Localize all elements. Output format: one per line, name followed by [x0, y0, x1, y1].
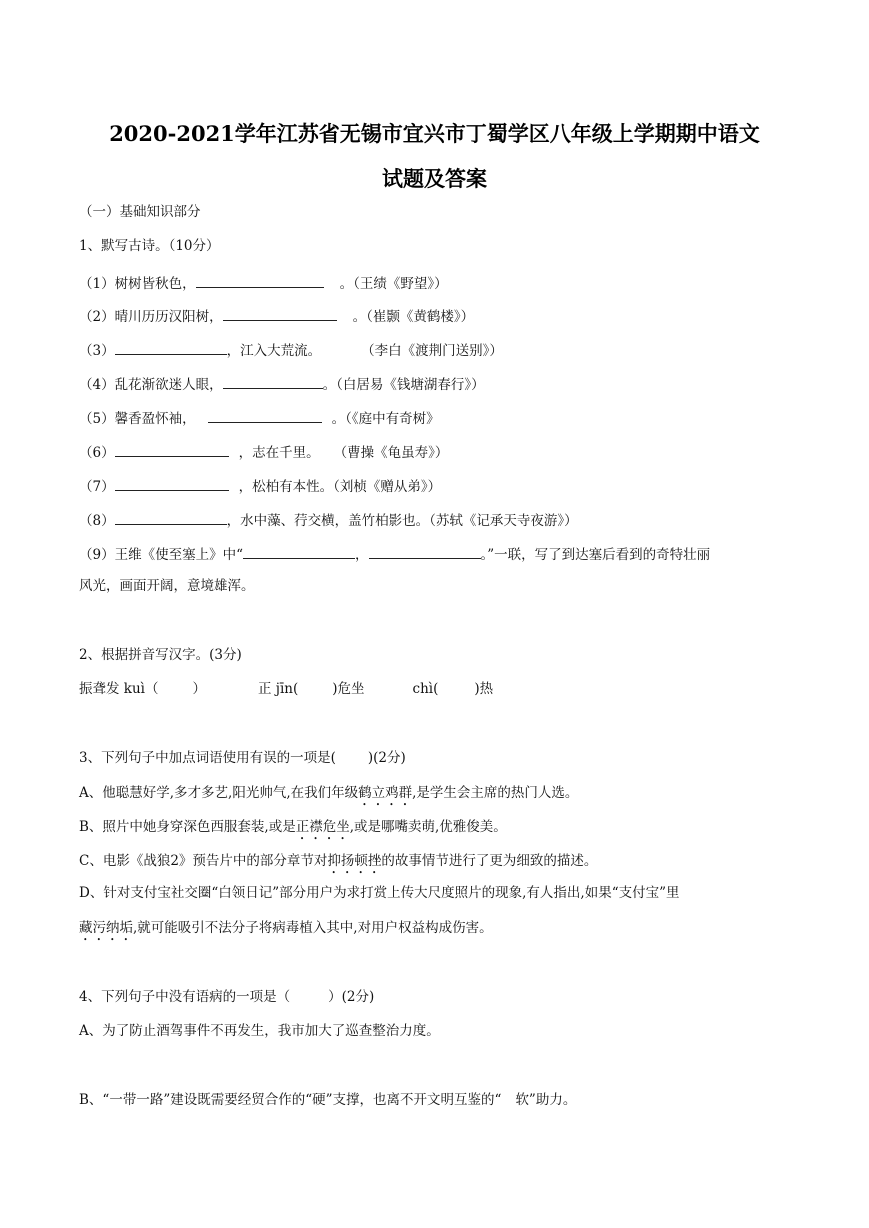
q1-item-6: （6） ，志在千里。 （曹操《龟虽寿》）	[79, 445, 449, 461]
dotted-phrase: 正襟危坐	[295, 819, 350, 835]
q1-item-8: （8） ，水中藻、荇交横，盖竹柏影也。（苏轼《记承天寺夜游》）	[79, 513, 578, 529]
q3-option-b: B、照片中她身穿深色西服套装,或是正襟危坐,或是哪嘴卖萌,优雅俊美。	[79, 819, 507, 835]
q3-option-d-continued: 藏污纳垢,就可能吸引不法分子将病毒植入其中,对用户权益构成伤害。	[79, 920, 493, 936]
q3-option-a: A、他聪慧好学,多才多艺,阳光帅气,在我们年级鹤立鸡群,是学生会主席的热门人选。	[79, 785, 579, 801]
q4-option-b: B、“一带一路”建设既需要经贸合作的“硬”支撑，也离不开文明互鉴的“ 软”助力。	[79, 1092, 577, 1108]
q3-option-d: D、针对支付宝社交圈“白领日记”部分用户为求打赏上传大尺度照片的现象,有人指出,如果“支付宝”里	[79, 885, 680, 901]
q1-item-4: （4）乱花渐欲迷人眼， 。（白居易《钱塘湖春行》）	[79, 377, 485, 393]
q1-item-5: （5）馨香盈怀袖， 。（《庭中有奇树》	[79, 411, 440, 427]
document-title-line1: 2020-2021学年江苏省无锡市宜兴市丁蜀学区八年级上学期期中语文	[109, 121, 760, 146]
q1-item-9: （9）王维《使至塞上》中“ ， 。”一联，写了到达塞后看到的奇特壮丽	[79, 547, 711, 563]
answer-blank[interactable]	[243, 546, 355, 559]
answer-blank[interactable]	[115, 478, 229, 491]
q1-item-2: （2）晴川历历汉阳树， 。（崔颢《黄鹤楼》）	[79, 309, 475, 325]
q1-item-3: （3） ，江入大荒流。 （李白《渡荆门送别》）	[79, 343, 503, 359]
dotted-phrase: 藏污纳垢	[79, 920, 133, 936]
answer-blank[interactable]	[115, 444, 229, 457]
q2-items: 振聋发 kuì（ ） 正 jīn( )危坐 chì( )热	[79, 681, 494, 697]
q4-option-a: A、为了防止酒驾事件不再发生，我市加大了巡查整治力度。	[79, 1023, 440, 1039]
answer-blank[interactable]	[369, 546, 481, 559]
answer-blank[interactable]	[223, 308, 337, 321]
question-3-heading: 3、下列句子中加点词语使用有误的一项是( )(2分)	[79, 750, 406, 766]
q1-item-1: （1）树树皆秋色， 。（王绩《野望》）	[79, 276, 448, 292]
answer-blank[interactable]	[196, 275, 324, 288]
dotted-phrase: 鹤立鸡群	[358, 785, 413, 801]
question-1-heading: 1、默写古诗。（10分）	[79, 238, 220, 254]
question-4-heading: 4、下列句子中没有语病的一项是（ ）(2分)	[79, 989, 375, 1005]
answer-blank[interactable]	[208, 410, 322, 423]
q3-option-c: C、电影《战狼2》预告片中的部分章节对抑扬顿挫的故事情节进行了更为细致的描述。	[79, 853, 598, 869]
answer-blank[interactable]	[223, 376, 323, 389]
answer-blank[interactable]	[115, 512, 227, 525]
dotted-phrase: 抑扬顿挫	[327, 853, 382, 869]
answer-blank[interactable]	[115, 342, 227, 355]
document-title-line2: 试题及答案	[382, 166, 487, 191]
q1-item-7: （7） ，松柏有本性。（刘桢《赠从弟》）	[79, 479, 442, 495]
section-heading: （一）基础知识部分	[79, 204, 201, 220]
question-2-heading: 2、根据拼音写汉字。(3分)	[79, 647, 242, 663]
q1-item-9-continued: 风光，画面开阔，意境雄浑。	[79, 578, 255, 594]
